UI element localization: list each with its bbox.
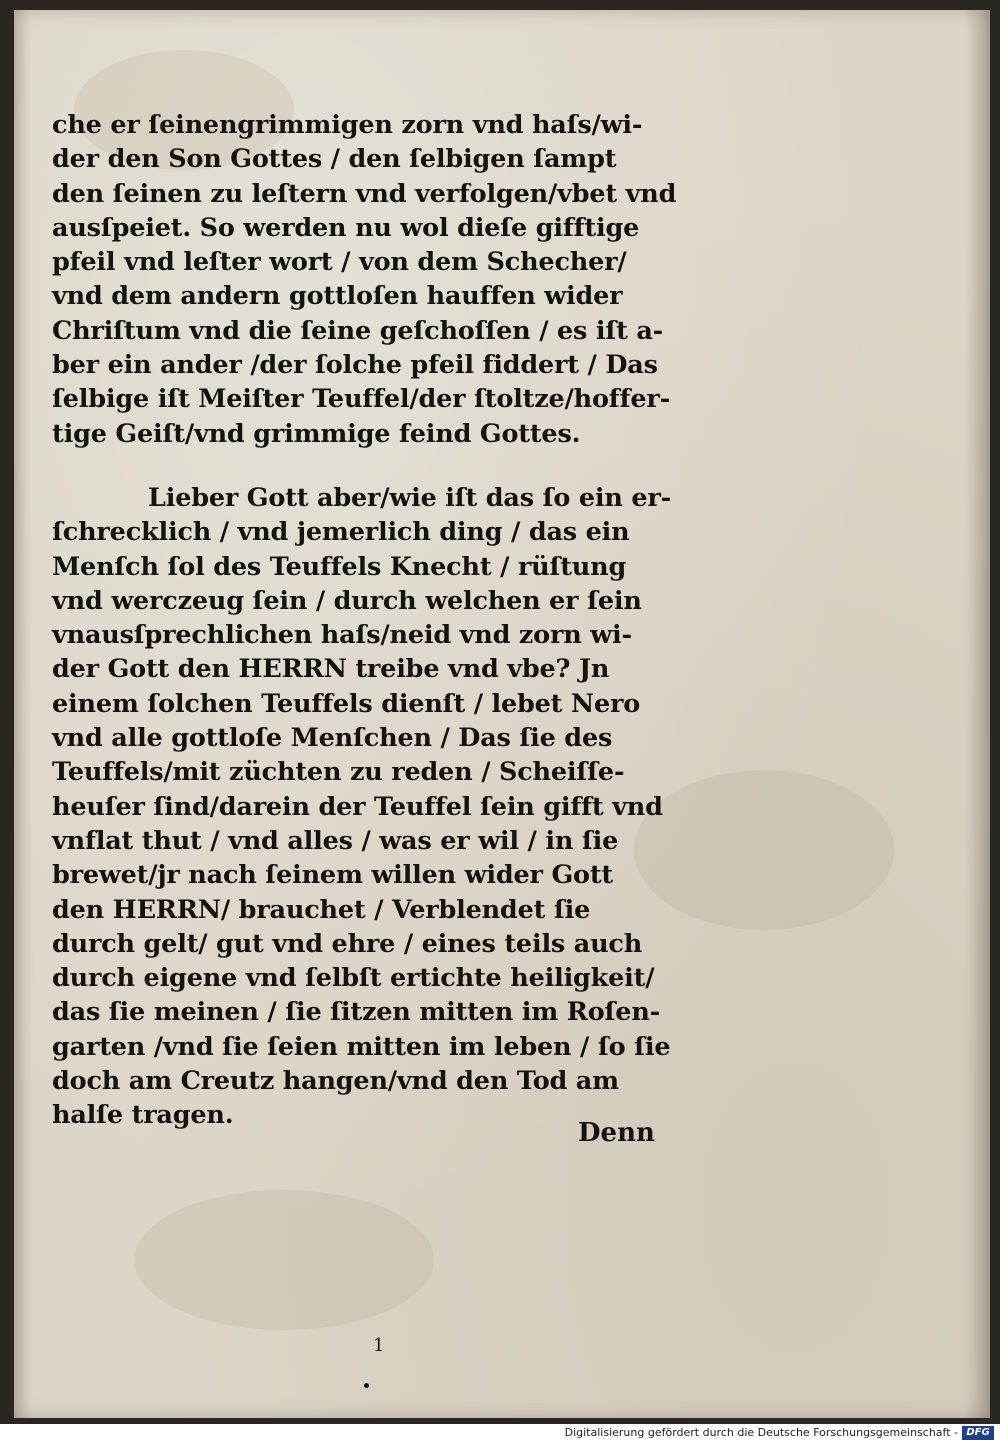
text-line: durch gelt/ gut vnd ehre / eines teils auch <box>52 928 643 959</box>
text-line: vnd werczeug ſein / durch welchen er ſein <box>52 585 642 616</box>
text-line: der Gott den HERRN treibe vnd vbe? Jn <box>52 654 610 685</box>
page-text <box>52 108 692 1133</box>
text-line: halſe tragen. <box>52 1100 234 1131</box>
paragraph-gap <box>52 451 692 481</box>
text-line: vnd dem andern gottloſen hauffen wider <box>52 281 623 312</box>
text-line: ber ein ander /der ſolche pfeil fiddert / Das <box>52 350 658 381</box>
text-line: Teuffels/mit züchten zu reden / Scheiſſe- <box>52 757 625 788</box>
text-line: vnflat thut / vnd alles / was er wil / in ſie <box>52 825 619 856</box>
text-line: tige Geiſt/vnd grimmige feind Gottes. <box>52 418 581 449</box>
text-line: ſchrecklich / vnd jemerlich ding / das ein <box>52 517 630 548</box>
text-line: das ſie meinen / ſie ſitzen mitten im Roſen- <box>52 997 661 1028</box>
catchword: Denn <box>578 1118 655 1148</box>
paragraph-2 <box>52 481 692 1133</box>
text-line: Chriſtum vnd die ſeine geſchoſſen / es iſt a- <box>52 315 664 346</box>
dfg-logo-icon: DFG <box>962 1426 994 1440</box>
text-line: Menſch ſol des Teuffels Knecht / rüſtung <box>52 551 627 582</box>
text-line: brewet/jr nach ſeinem willen wider Gott <box>52 860 614 891</box>
funding-notice: Digitalisierung gefördert durch die Deutsche Forschungsgemeinschaft - <box>564 1426 958 1439</box>
text-line: doch am Creutz hangen/vnd den Tod am <box>52 1066 619 1097</box>
text-line: vnausſprechlichen haſs/neid vnd zorn wi- <box>52 620 632 651</box>
text-line: der den Son Gottes / den ſelbigen ſampt <box>52 144 617 175</box>
text-line: ſelbige iſt Meiſter Teuffel/der ſtoltze/hoffer- <box>52 384 670 415</box>
text-line: vnd alle gottloſe Menſchen / Das ſie des <box>52 723 613 754</box>
text-line: che er ſeinengrimmigen zorn vnd haſs/wi- <box>52 110 643 140</box>
text-line: einem ſolchen Teuffels dienſt / lebet Nero <box>52 688 641 719</box>
paper-stain <box>134 1190 434 1330</box>
text-line: ausſpeiet. So werden nu wol dieſe gifftige <box>52 212 640 243</box>
signature-mark: 1 <box>373 1335 385 1356</box>
text-line: Lieber Gott aber/wie iſt das ſo ein er- <box>148 482 672 513</box>
text-line: den ſeinen zu leſtern vnd verfolgen/vbet vnd <box>52 178 677 209</box>
text-line: den HERRN/ brauchet / Verblendet ſie <box>52 894 591 925</box>
paragraph-1 <box>52 108 692 451</box>
text-line: heuſer ſind/darein der Teuffel ſein gifft vnd <box>52 791 663 822</box>
signature-dot <box>364 1383 369 1388</box>
footer-bar <box>0 1424 1000 1443</box>
text-line: durch eigene vnd ſelbſt ertichte heiligkeit/ <box>52 963 655 994</box>
text-line: garten /vnd ſie ſeien mitten im leben / ſo ſie <box>52 1031 671 1062</box>
text-line: pfeil vnd leſter wort / von dem Schecher/ <box>52 247 627 278</box>
